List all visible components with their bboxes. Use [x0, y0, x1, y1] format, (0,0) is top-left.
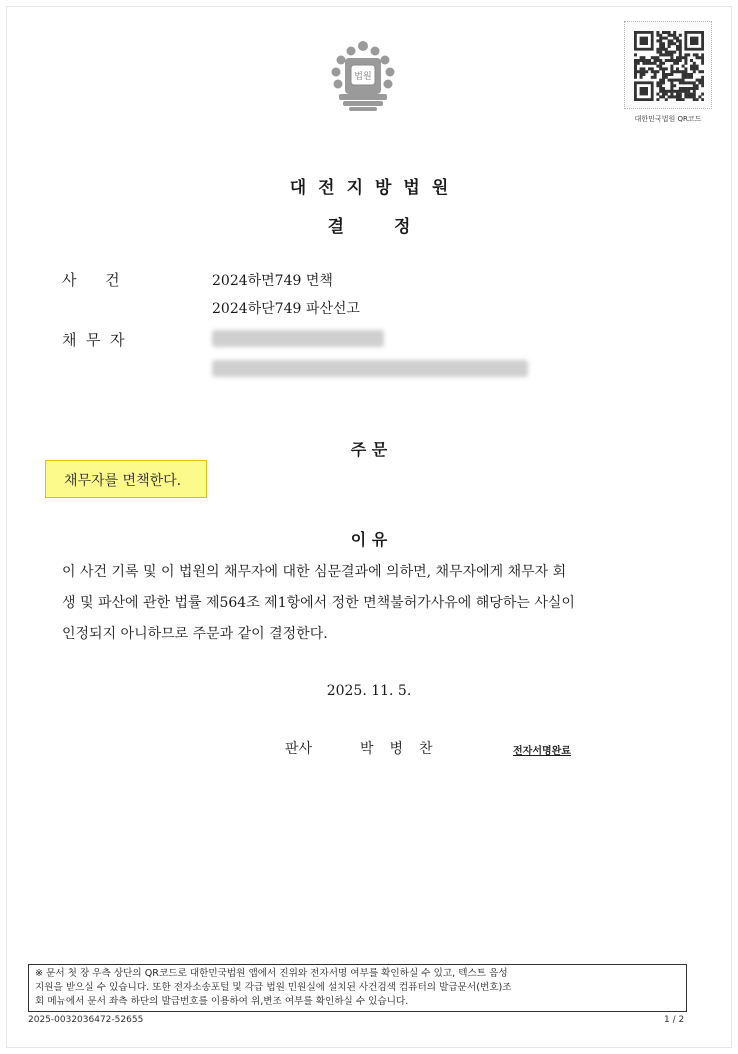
qr-caption: 대한민국법원 QR코드 — [634, 115, 702, 123]
case-label: 사 건 — [62, 271, 120, 289]
reason-line-1: 이 사건 기록 및 이 법원의 채무자에 대한 심문결과에 의하면, 채무자에게 채무자 회 — [62, 564, 567, 580]
page-number: 1 / 2 — [664, 1015, 685, 1025]
reason-line-3: 인정되지 아니하므로 주문과 같이 결정한다. — [62, 626, 328, 642]
court-emblem-icon — [325, 38, 401, 114]
order-highlight — [45, 460, 207, 498]
notice-line-1: ※ 문서 첫 장 우측 상단의 QR코드로 대한민국법원 앱에서 진위와 전자서명 여부를 확인하실 수 있고, 텍스트 음성 — [35, 968, 508, 979]
decision-date: 2025. 11. 5. — [326, 683, 412, 699]
debtor-address-redacted — [212, 360, 528, 377]
debtor-label: 채 무 자 — [62, 331, 125, 349]
reason-line-2: 생 및 파산에 관한 법률 제564조 제1항에서 정한 면책불허가사유에 해당하는 사실이 — [62, 595, 575, 611]
judge-name: 박병찬 — [360, 741, 449, 757]
notice-line-3: 회 메뉴에서 문서 좌측 하단의 발급번호를 이용하여 위,변조 여부를 확인하실 수 있습니다. — [35, 996, 409, 1007]
debtor-name-redacted — [212, 330, 384, 347]
order-text: 채무자를 면책한다. — [64, 473, 182, 489]
case-line-2: 2024하단749 파산선고 — [212, 301, 360, 317]
electronic-signature-note: 전자서명완료 — [513, 746, 571, 757]
emblem-text: 법원 — [354, 72, 372, 82]
verification-notice — [28, 964, 687, 1012]
document-type: 결 정 — [327, 217, 411, 237]
order-title: 주 문 — [350, 440, 388, 459]
court-name: 대전지방법원 — [289, 178, 461, 198]
document-issue-number: 2025-0032036472-52655 — [28, 1015, 144, 1025]
reason-title: 이 유 — [350, 530, 388, 549]
qr-code-icon — [634, 31, 704, 101]
case-line-1: 2024하면749 면책 — [212, 273, 333, 289]
notice-line-2: 지원을 받으실 수 있습니다. 또한 전자소송포털 및 각급 법원 민원실에 설치된 사건검색 컴퓨터의 발급문서(번호)조 — [35, 982, 512, 993]
qr-code[interactable] — [624, 21, 712, 109]
judge-title: 판사 — [285, 741, 313, 757]
